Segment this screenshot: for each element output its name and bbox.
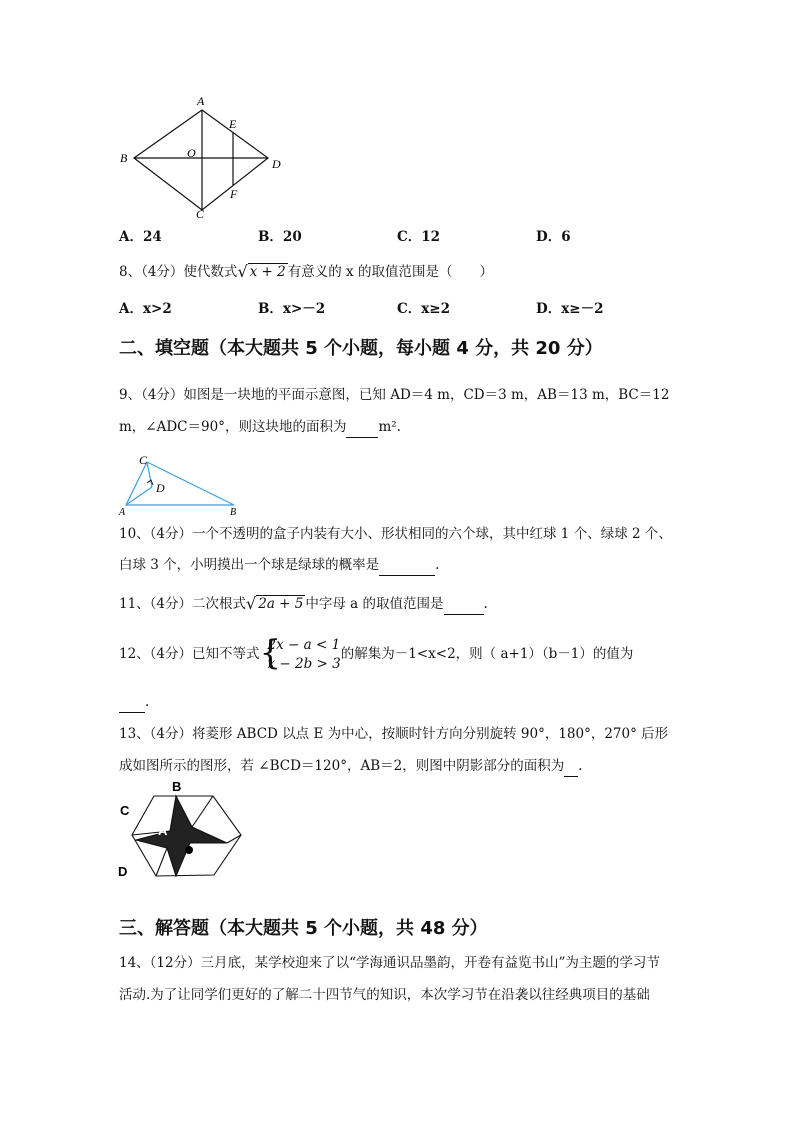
q9-label-c: C [139,453,148,467]
q13-label-a: A [158,823,168,838]
q8-option-d: D．x≥－2 [536,301,604,317]
q7-option-d: D．6 [536,229,571,245]
q13-label-d: D [118,864,128,879]
rhombus-label-d: D [272,157,281,171]
q10-answer-blank [379,555,435,576]
q11-stem: 11、（4分）二次根式√ 2a + 5 中字母 a 的取值范围是 . [119,594,488,613]
q8-option-c: C．x≥2 [397,301,451,317]
rhombus-label-a: A [197,94,205,108]
rhombus-label-e: E [229,117,237,131]
q13-line-2: 成如图所示的图形，若 ∠BCD＝120°，AB＝2，则图中阴影部分的面积为 . [119,756,583,777]
rhombus-label-f: F [230,187,238,201]
q12-inequality-system: { 2x − a < 1 x − 2b > 3 [259,632,341,673]
rhombus-label-b: B [120,151,128,165]
q8-option-a: A．x>2 [119,301,172,317]
q13-label-e: E [187,857,195,869]
rhombus-label-c: C [196,207,205,221]
q14-line-2: 活动.为了让同学们更好的了解二十四节气的知识，本次学习节在沿袭以往经典项目的基础 [119,987,650,1003]
q12-line-2: . [119,692,149,713]
q9-line-1: 9、（4分）如图是一块地的平面示意图，已知 AD＝4 m，CD＝3 m，AB＝13 m，BC＝12 [119,387,670,403]
q9-answer-blank [346,417,378,438]
q10-line-2: 白球 3 个，小明摸出一个球是绿球的概率是 . [119,555,439,576]
q13-label-c: C [120,803,130,818]
rhombus-label-o: O [187,146,196,160]
q13-answer-blank [564,756,578,777]
q12-answer-blank [119,692,145,713]
q13-star-figure [116,778,256,888]
q7-option-c: C．12 [397,229,441,245]
q14-line-1: 14、（12分）三月底，某学校迎来了以“学海通识品墨韵，开卷有益览书山”为主题的学习节 [119,955,660,971]
rhombus-figure [116,92,296,222]
q9-label-d: D [156,481,165,495]
q11-answer-blank [444,594,484,615]
q9-line-2: m，∠ADC＝90°，则这块地的面积为 m². [119,417,401,438]
section-3-title: 三、解答题（本大题共 5 个小题，共 48 分） [119,918,488,939]
q8-stem: 8、（4分）使代数式√ x + 2 有意义的 x 的取值范围是（ ） [119,262,493,281]
q7-option-b: B．20 [258,229,302,245]
q9-label-b: B [230,507,237,518]
q13-line-1: 13、（4分）将菱形 ABCD 以点 E 为中心，按顺时针方向分别旋转 90°，180°，270° 后形 [119,726,669,742]
q7-option-a: A．24 [119,229,162,245]
q11-radical: √ 2a + 5 [246,594,304,613]
q13-label-b: B [172,779,182,794]
q10-line-1: 10、（4分）一个不透明的盒子内装有大小、形状相同的六个球，其中红球 1 个、绿球 2 个、 [119,526,672,542]
section-2-title: 二、填空题（本大题共 5 个小题，每小题 4 分，共 20 分） [119,338,603,359]
q9-label-a: A [119,507,126,518]
q8-radical: √ x + 2 [237,262,286,281]
q12-stem: 12、（4分）已知不等式 { 2x − a < 1 x − 2b > 3 的解集为－1<x<2，则（ a+1）（b－1）的值为 [119,632,634,673]
q9-land-figure [116,452,246,518]
q8-option-b: B．x>－2 [258,301,326,317]
